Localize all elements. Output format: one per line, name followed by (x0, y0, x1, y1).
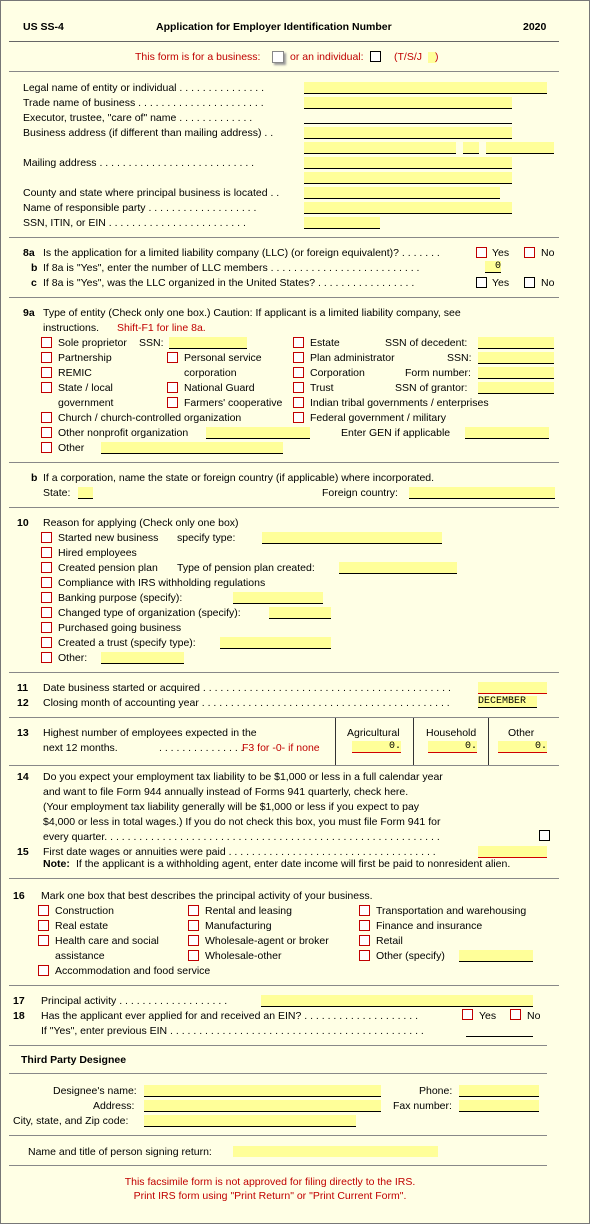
rule-1 (9, 71, 559, 72)
designee-city-label: City, state, and Zip code: (13, 1115, 129, 1127)
date-started-label: Date business started or acquired . . . . . . . . . . . . . . . . . . . . . . . . . . . . . . . . . . . . . . . . . . . (43, 682, 451, 694)
tsj-close: ) (435, 51, 439, 63)
wages-date-label: First date wages or annuities were paid . . . . . . . . . . . . . . . . . . . . . . . . . . . . . . . . . . . . (43, 846, 436, 858)
rule-6 (9, 672, 559, 673)
hired-employees-label: Hired employees (58, 547, 137, 559)
federal-checkbox[interactable] (293, 412, 304, 423)
form944-line-4: $4,000 or less in total wages.) If you do not check this box, you must file Form 941 for (43, 816, 441, 828)
llc-us-question: If 8a is "Yes", was the LLC organized in the United States? . . . . . . . . . . . . . . . . . (43, 277, 415, 289)
llc-members-field[interactable]: 0 (485, 261, 501, 273)
banking-label: Banking purpose (specify): (58, 592, 183, 604)
county-field[interactable] (304, 187, 500, 199)
line-12-num: 12 (17, 697, 29, 709)
rule-5 (9, 507, 559, 508)
gen-label: Enter GEN if applicable (341, 427, 451, 439)
retail-label: Retail (376, 935, 403, 947)
county-label: County and state where principal business is located . . (23, 187, 280, 199)
executor-field[interactable] (304, 112, 512, 124)
wholesale-agent-label: Wholesale-agent or broker (205, 935, 329, 947)
sole-ssn-field[interactable] (169, 337, 247, 349)
plan-ssn-label: SSN: (447, 352, 472, 364)
business-state-field[interactable] (463, 142, 479, 154)
indian-tribal-label: Indian tribal governments / enterprises (310, 397, 489, 409)
other-employees-field[interactable]: 0. (498, 741, 547, 753)
fax-field[interactable] (459, 1100, 539, 1112)
prior-ein-question: Has the applicant ever applied for and received an EIN? . . . . . . . . . . . . . . . . . . . . (41, 1010, 419, 1022)
health-care-label: Health care and social (55, 935, 159, 947)
designee-address-field[interactable] (144, 1100, 381, 1112)
rule-3 (9, 297, 559, 298)
changed-org-label: Changed type of organization (specify): (58, 607, 241, 619)
personal-service-cont: corporation (184, 367, 237, 379)
business-label: This form is for a business: (135, 51, 261, 63)
wages-date-field[interactable] (478, 846, 547, 858)
mailing-address-label: Mailing address . . . . . . . . . . . . . . . . . . . . . . . . . . . (23, 157, 255, 169)
ssn-label: SSN, ITIN, or EIN . . . . . . . . . . . . . . . . . . . . . . . . (23, 217, 246, 229)
accommodation-label: Accommodation and food service (55, 965, 211, 977)
activity-title: Mark one box that best describes the principal activity of your business. (41, 890, 373, 902)
rental-label: Rental and leasing (205, 905, 292, 917)
footer-line-1: This facsimile form is not approved for filing directly to the IRS. (124, 1176, 416, 1188)
footer-line-2: Print IRS form using "Print Return" or "Print Current Form". (133, 1190, 407, 1202)
form-year: 2020 (523, 21, 547, 33)
plan-ssn-field[interactable] (478, 352, 554, 364)
gen-field[interactable] (465, 427, 549, 439)
llc-us-no-label: No (541, 277, 555, 289)
form-number-field[interactable] (478, 367, 554, 379)
prior-ein-no-label: No (527, 1010, 541, 1022)
line-9a-num: 9a (23, 307, 35, 319)
llc-us-yes-label: Yes (492, 277, 510, 289)
business-address-field[interactable] (304, 127, 512, 139)
form-number-label: Form number: (405, 367, 471, 379)
farmers-coop-label: Farmers' cooperative (184, 397, 283, 409)
rule-9 (9, 878, 559, 879)
line-13-num: 13 (17, 727, 29, 739)
household-field[interactable]: 0. (428, 741, 477, 753)
principal-activity-field[interactable] (261, 995, 533, 1007)
banking-checkbox[interactable] (41, 592, 52, 603)
personal-service-label: Personal service (184, 352, 262, 364)
health-care-cont: assistance (55, 950, 105, 962)
note-label: Note: (43, 858, 70, 870)
manufacturing-checkbox[interactable] (188, 920, 199, 931)
employees-label-1: Highest number of employees expected in the (43, 727, 257, 739)
llc-no-checkbox[interactable] (524, 247, 535, 258)
rule-12 (9, 1073, 547, 1074)
state-local-cont: government (58, 397, 114, 409)
wholesale-other-checkbox[interactable] (188, 950, 199, 961)
mailing-address-field[interactable] (304, 157, 512, 169)
employees-divider-2 (413, 718, 414, 765)
other-reason-checkbox[interactable] (41, 652, 52, 663)
foreign-country-field[interactable] (409, 487, 555, 499)
banking-field[interactable] (233, 592, 323, 604)
transportation-label: Transportation and warehousing (376, 905, 527, 917)
national-guard-label: National Guard (184, 382, 255, 394)
corp-state-question: If a corporation, name the state or foreign country (if applicable) where incorporated. (43, 472, 435, 484)
form944-line-1: Do you expect your employment tax liability to be $1,000 or less in a full calendar year (43, 771, 443, 783)
fax-label: Fax number: (393, 1100, 452, 1112)
line-11-num: 11 (17, 682, 29, 694)
line-17-num: 17 (13, 995, 25, 1007)
rule-10 (9, 985, 559, 986)
remic-checkbox[interactable] (41, 367, 52, 378)
legal-name-field[interactable] (304, 82, 547, 94)
compliance-label: Compliance with IRS withholding regulations (58, 577, 266, 589)
created-trust-checkbox[interactable] (41, 637, 52, 648)
employees-hint: F3 for -0- if none (242, 742, 320, 754)
compliance-checkbox[interactable] (41, 577, 52, 588)
corporation-checkbox[interactable] (293, 367, 304, 378)
date-started-field[interactable] (478, 682, 547, 694)
nonprofit-field[interactable] (206, 427, 310, 439)
ssn-decedent-field[interactable] (478, 337, 554, 349)
rule-7 (9, 717, 559, 718)
trust-label: Trust (310, 382, 334, 394)
form944-line-5: every quarter. . . . . . . . . . . . . . . . . . . . . . . . . . . . . . . . . . . . . . . . . . . . . . . . . . . . . . . . . . (43, 831, 440, 843)
manufacturing-label: Manufacturing (205, 920, 272, 932)
purchased-label: Purchased going business (58, 622, 182, 634)
phone-field[interactable] (459, 1085, 539, 1097)
line-10-num: 10 (17, 517, 29, 529)
closing-month-field[interactable]: DECEMBER (478, 696, 537, 708)
prior-ein-yes-label: Yes (479, 1010, 497, 1022)
form944-line-2: and want to file Form 944 annually instead of Forms 941 quarterly, check here. (43, 786, 409, 798)
partnership-label: Partnership (58, 352, 112, 364)
finance-label: Finance and insurance (376, 920, 483, 932)
designee-city-field[interactable] (144, 1115, 356, 1127)
principal-activity-label: Principal activity . . . . . . . . . . . . . . . . . . . (41, 995, 228, 1007)
wholesale-other-label: Wholesale-other (205, 950, 282, 962)
plan-admin-label: Plan administrator (310, 352, 395, 364)
individual-checkbox[interactable] (370, 51, 381, 62)
purchased-checkbox[interactable] (41, 622, 52, 633)
other-activity-label: Other (specify) (376, 950, 445, 962)
corporation-label: Corporation (310, 367, 365, 379)
rule-8 (9, 765, 559, 766)
hired-employees-checkbox[interactable] (41, 547, 52, 558)
line-8c-num: c (31, 277, 37, 289)
employees-divider-3 (488, 718, 489, 765)
previous-ein-field[interactable] (466, 1025, 533, 1037)
form944-line-3: (Your employment tax liability generally will be $1,000 or less if you expect to pay (43, 801, 420, 813)
indian-tribal-checkbox[interactable] (293, 397, 304, 408)
designee-name-label: Designee's name: (53, 1085, 137, 1097)
rule-14 (9, 1165, 547, 1166)
started-business-label: Started new business (58, 532, 159, 544)
employees-dots: . . . . . . . . . . . . . . . (159, 742, 244, 754)
shift-f1-hint: Shift-F1 for line 8a. (117, 322, 206, 334)
signer-field[interactable] (233, 1146, 438, 1157)
agricultural-field[interactable]: 0. (352, 741, 401, 753)
transportation-checkbox[interactable] (359, 905, 370, 916)
personal-service-checkbox[interactable] (167, 352, 178, 363)
accommodation-checkbox[interactable] (38, 965, 49, 976)
pension-type-field[interactable] (339, 562, 457, 574)
responsible-party-field[interactable] (304, 202, 512, 214)
executor-label: Executor, trustee, "care of" name . . . . . . . . . . . . . (23, 112, 253, 124)
prior-ein-yes-checkbox[interactable] (462, 1009, 473, 1020)
other-employees-label: Other (508, 727, 535, 739)
pension-plan-label: Created pension plan (58, 562, 158, 574)
line-14-num: 14 (17, 771, 29, 783)
trust-checkbox[interactable] (293, 382, 304, 393)
entity-type-instructions: instructions. (43, 322, 100, 334)
ssn-field[interactable] (304, 217, 380, 229)
corp-state-field[interactable] (78, 487, 93, 499)
signer-label: Name and title of person signing return: (28, 1146, 212, 1158)
nonprofit-checkbox[interactable] (41, 427, 52, 438)
prior-ein-no-checkbox[interactable] (510, 1009, 521, 1020)
remic-label: REMIC (58, 367, 92, 379)
national-guard-checkbox[interactable] (167, 382, 178, 393)
farmers-coop-checkbox[interactable] (167, 397, 178, 408)
llc-no-label: No (541, 247, 555, 259)
changed-org-checkbox[interactable] (41, 607, 52, 618)
form944-checkbox[interactable] (539, 830, 550, 841)
real-estate-checkbox[interactable] (38, 920, 49, 931)
ssn-decedent-label: SSN of decedent: (385, 337, 468, 349)
sole-proprietor-label: Sole proprietor (58, 337, 127, 349)
responsible-party-label: Name of responsible party . . . . . . . . . . . . . . . . . . . (23, 202, 257, 214)
other-entity-field[interactable] (101, 442, 283, 454)
designee-name-field[interactable] (144, 1085, 381, 1097)
line-9b-num: b (31, 472, 38, 484)
business-checkbox[interactable] (272, 51, 284, 63)
plan-admin-checkbox[interactable] (293, 352, 304, 363)
employees-divider-1 (335, 718, 336, 765)
rule-11 (9, 1045, 547, 1046)
form-id: US SS-4 (23, 21, 64, 33)
trade-name-label: Trade name of business . . . . . . . . . . . . . . . . . . . . . . (23, 97, 264, 109)
rule-2 (9, 237, 559, 238)
state-label: State: (43, 487, 71, 499)
ssn-grantor-label: SSN of grantor: (395, 382, 468, 394)
rule-13 (9, 1135, 547, 1136)
sole-proprietor-checkbox[interactable] (41, 337, 52, 348)
business-address-label: Business address (if different than mailing address) . . (23, 127, 274, 139)
line-16-num: 16 (13, 890, 25, 902)
employees-label-2: next 12 months. (43, 742, 118, 754)
ssn-grantor-field[interactable] (478, 382, 554, 394)
legal-name-label: Legal name of entity or individual . . . . . . . . . . . . . . . (23, 82, 265, 94)
finance-checkbox[interactable] (359, 920, 370, 931)
estate-checkbox[interactable] (293, 337, 304, 348)
llc-members-label: If 8a is "Yes", enter the number of LLC members . . . . . . . . . . . . . . . . . . . . . . . . . . (43, 262, 420, 274)
federal-label: Federal government / military (310, 412, 446, 424)
nonprofit-label: Other nonprofit organization (58, 427, 189, 439)
line-15-num: 15 (17, 846, 29, 858)
business-city-field[interactable] (304, 142, 456, 154)
health-care-checkbox[interactable] (38, 935, 49, 946)
changed-org-field[interactable] (269, 607, 331, 619)
wholesale-agent-checkbox[interactable] (188, 935, 199, 946)
partnership-checkbox[interactable] (41, 352, 52, 363)
state-local-checkbox[interactable] (41, 382, 52, 393)
construction-checkbox[interactable] (38, 905, 49, 916)
pension-type-label: Type of pension plan created: (177, 562, 315, 574)
llc-yes-label: Yes (492, 247, 510, 259)
other-activity-checkbox[interactable] (359, 950, 370, 961)
other-activity-field[interactable] (459, 950, 533, 962)
construction-label: Construction (55, 905, 114, 917)
church-checkbox[interactable] (41, 412, 52, 423)
foreign-country-label: Foreign country: (322, 487, 398, 499)
other-reason-label: Other: (58, 652, 88, 664)
specify-type-label: specify type: (177, 532, 236, 544)
line-18-num: 18 (13, 1010, 25, 1022)
phone-label: Phone: (419, 1085, 453, 1097)
previous-ein-label: If "Yes", enter previous EIN . . . . . . . . . . . . . . . . . . . . . . . . . . . . . . . . . . . . . . . . . . . . (41, 1025, 424, 1037)
llc-yes-checkbox[interactable] (476, 247, 487, 258)
created-trust-field[interactable] (220, 637, 331, 649)
agricultural-label: Agricultural (347, 727, 400, 739)
form-title: Application for Employer Identification Number (156, 21, 392, 33)
started-business-checkbox[interactable] (41, 532, 52, 543)
reason-title: Reason for applying (Check only one box) (43, 517, 239, 529)
pension-plan-checkbox[interactable] (41, 562, 52, 573)
created-trust-label: Created a trust (specify type): (58, 637, 196, 649)
other-entity-checkbox[interactable] (41, 442, 52, 453)
wages-note: If the applicant is a withholding agent, enter date income will first be paid to nonresident alien. (76, 858, 511, 870)
entity-type-caption: Type of entity (Check only one box.) Caution: If applicant is a limited liability company, see (43, 307, 461, 319)
other-reason-field[interactable] (101, 652, 184, 664)
designee-title: Third Party Designee (21, 1054, 127, 1066)
mailing-city-field[interactable] (304, 172, 512, 184)
business-type-field[interactable] (262, 532, 442, 544)
rental-checkbox[interactable] (188, 905, 199, 916)
state-local-label: State / local (58, 382, 113, 394)
closing-month-label: Closing month of accounting year . . . . . . . . . . . . . . . . . . . . . . . . . . . . . . . . . . . . . . . . . . . (43, 697, 450, 709)
llc-us-yes-checkbox[interactable] (476, 277, 487, 288)
sole-ssn-label: SSN: (139, 337, 164, 349)
household-label: Household (426, 727, 477, 739)
llc-us-no-checkbox[interactable] (524, 277, 535, 288)
designee-address-label: Address: (93, 1100, 135, 1112)
line-8a-num: 8a (23, 247, 35, 259)
retail-checkbox[interactable] (359, 935, 370, 946)
individual-label: or an individual: (290, 51, 364, 63)
estate-label: Estate (310, 337, 340, 349)
line-8b-num: b (31, 262, 38, 274)
tsj-label: (T/S/J (394, 51, 422, 63)
real-estate-label: Real estate (55, 920, 109, 932)
trade-name-field[interactable] (304, 97, 512, 109)
business-zip-field[interactable] (486, 142, 554, 154)
llc-question: Is the application for a limited liability company (LLC) (or foreign equivalent)? . . . . . . . (43, 247, 440, 259)
header-rule (9, 41, 559, 42)
church-label: Church / church-controlled organization (58, 412, 242, 424)
rule-4 (9, 462, 559, 463)
other-entity-label: Other (58, 442, 85, 454)
